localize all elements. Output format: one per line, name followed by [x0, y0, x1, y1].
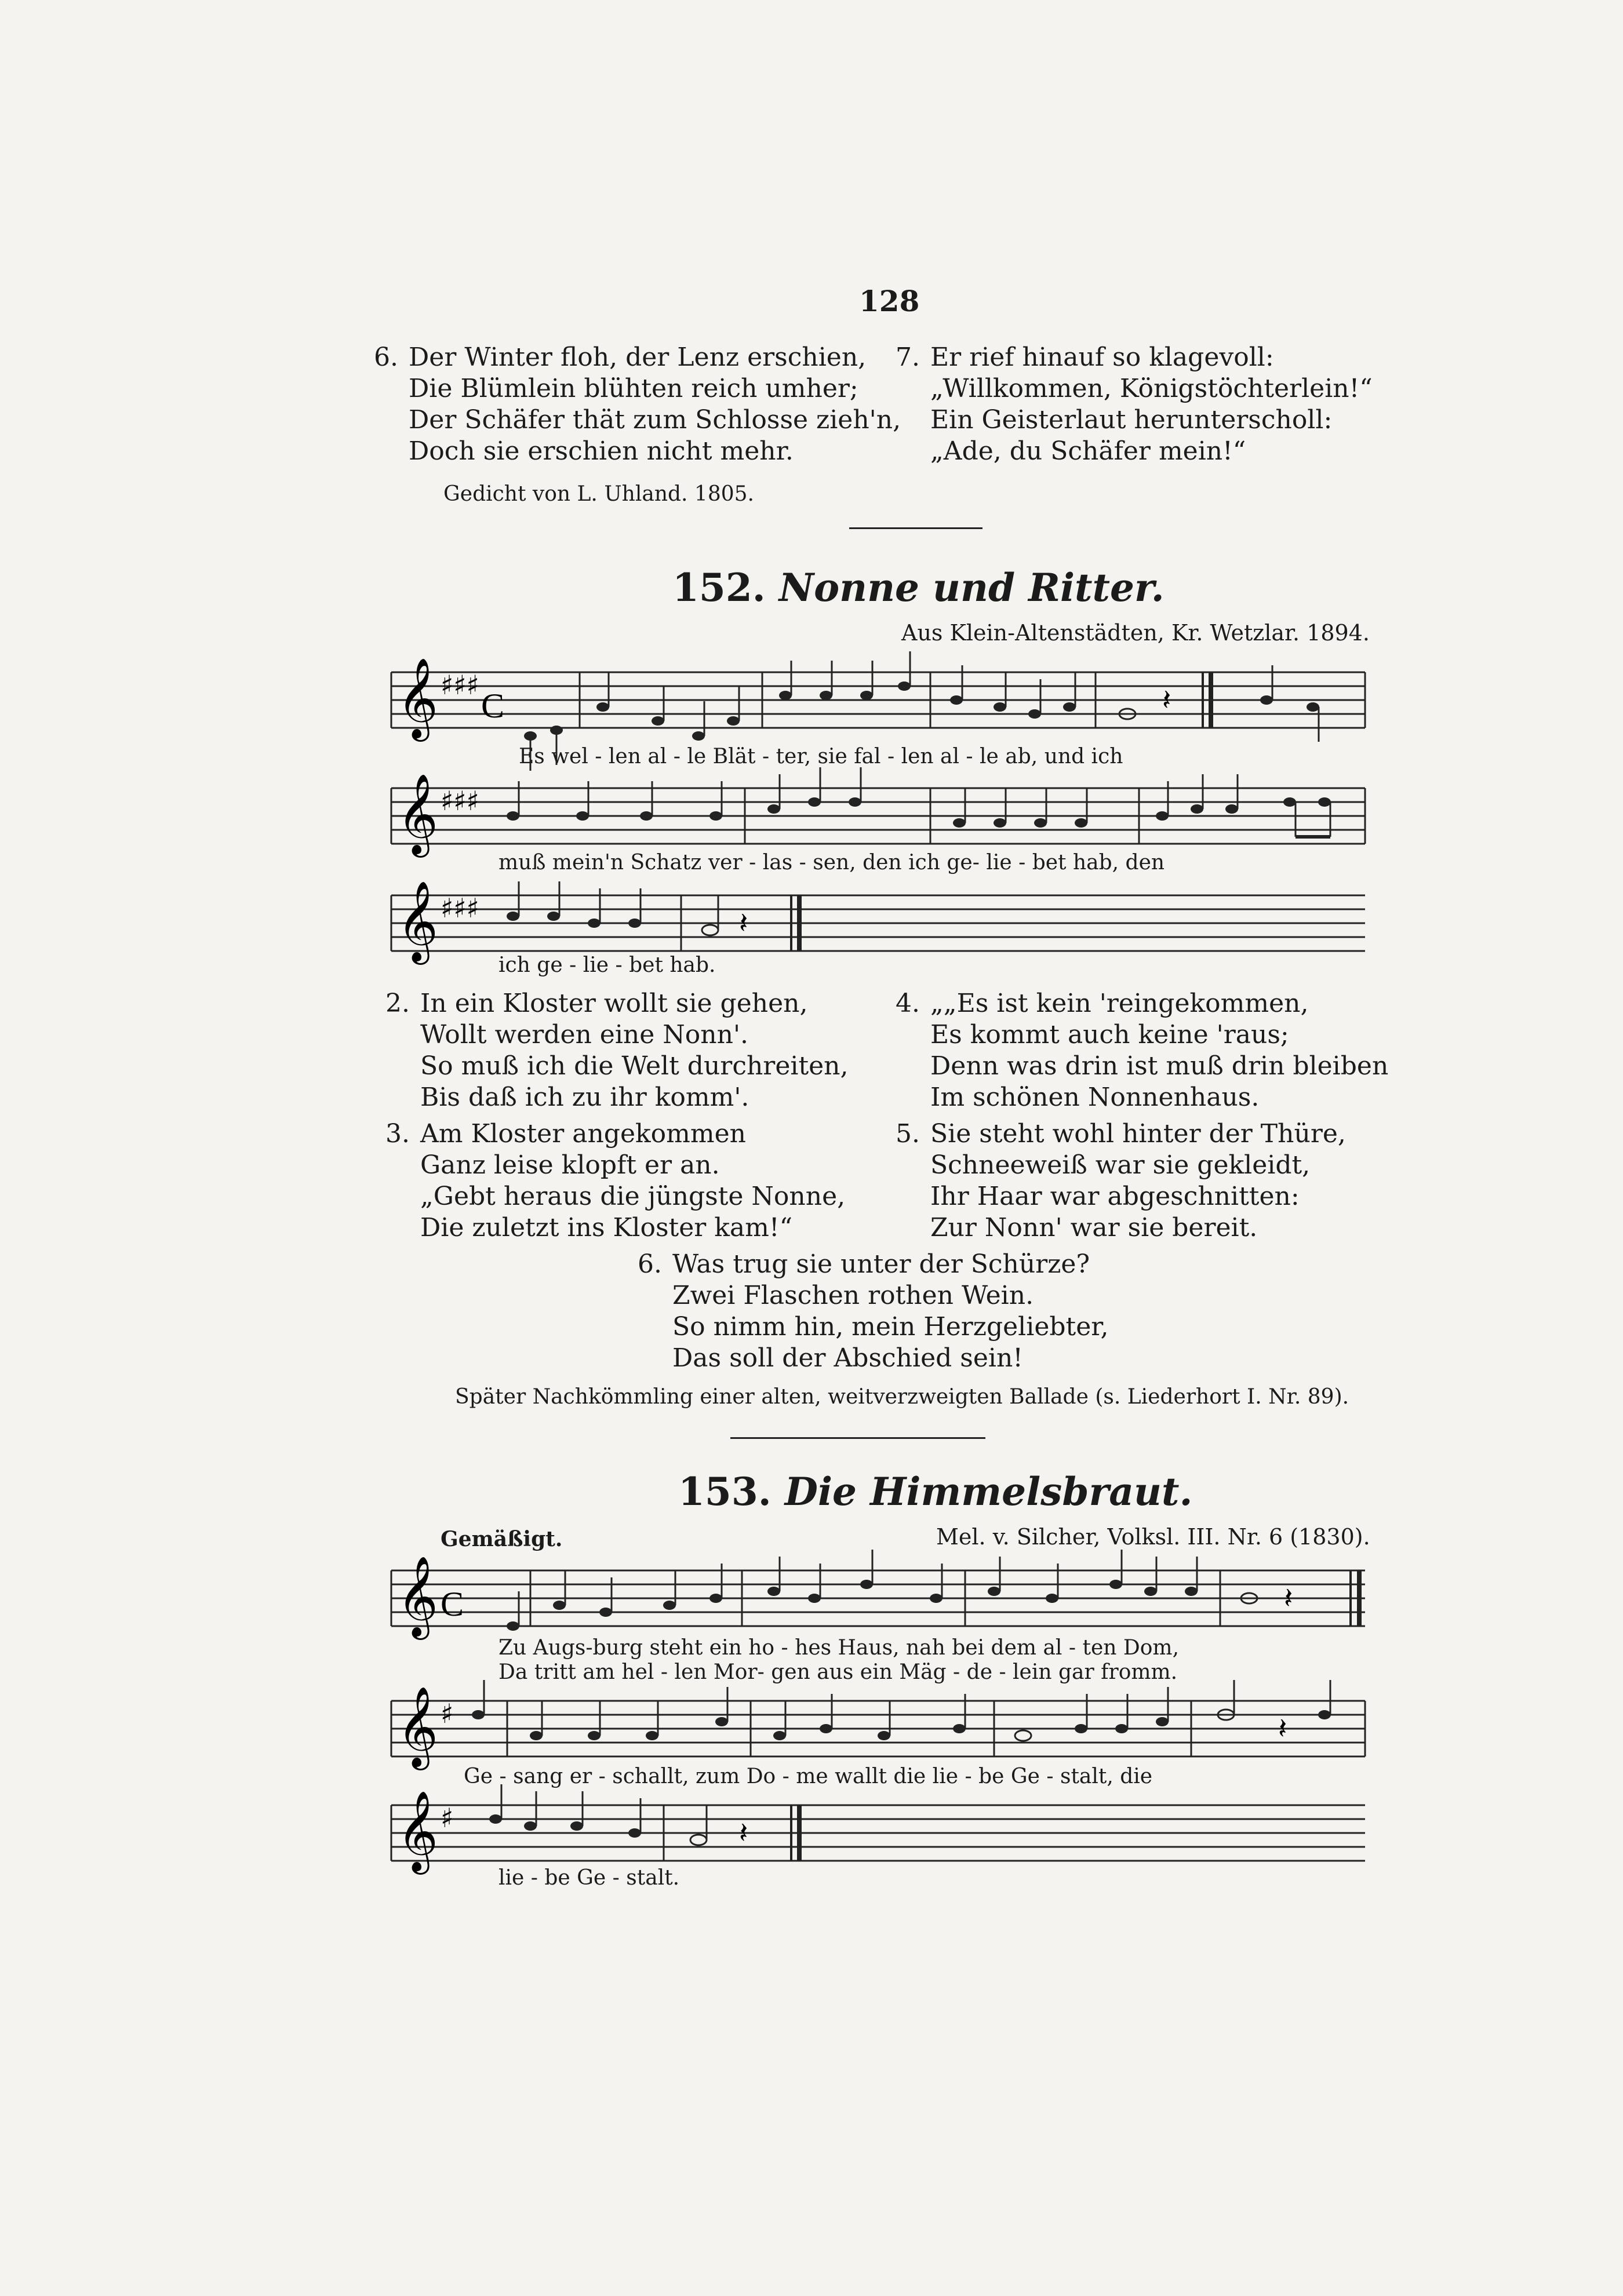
song-153-source: Mel. v. Silcher, Volksl. III. Nr. 6 (1830). — [936, 1524, 1370, 1550]
song-153-title: 153. Die Himmelsbraut. — [678, 1469, 1193, 1514]
divider-middle — [730, 1437, 985, 1439]
lyrics-153-line-1: Zu Augs-burg steht ein ho - hes Haus, nah bei dem al - ten Dom, — [498, 1636, 1180, 1660]
svg-text:𝄽: 𝄽 — [1162, 683, 1171, 717]
svg-text:𝄞: 𝄞 — [397, 1556, 438, 1637]
svg-text:♯: ♯ — [441, 1802, 454, 1834]
lyrics-153-line-4: lie - be Ge - stalt. — [498, 1866, 680, 1890]
verse-6-top: 6. Der Winter floh, der Lenz erschien, Die Blümlein blühten reich umher; Der Schäfer thät zum Schlosse zieh'n, Doch sie erschien nicht mehr. — [374, 342, 901, 466]
svg-text:𝄽: 𝄽 — [1284, 1581, 1293, 1615]
verse-7-top: 7. Er rief hinauf so klagevoll: „Willkommen, Königstöchterlein!“ Ein Geisterlaut herunterscholl: „Ade, du Schäfer mein!“ — [896, 342, 1373, 466]
verse-152-4: 4. „„Es ist kein 'reingekommen, Es kommt auch keine 'raus; Denn was drin ist muß drin bleiben Im schönen Nonnenhaus. — [896, 989, 1389, 1112]
svg-text:𝄽: 𝄽 — [1278, 1712, 1287, 1745]
svg-text:𝄽: 𝄽 — [739, 1816, 748, 1850]
poem-credit: Gedicht von L. Uhland. 1805. — [443, 482, 754, 506]
svg-text:𝄽: 𝄽 — [739, 906, 748, 940]
music-staff-153-2 — [385, 1678, 1371, 1776]
song-152-title: 152. Nonne und Ritter. — [672, 565, 1165, 610]
verse-152-5: 5. Sie steht wohl hinter der Thüre, Schneeweiß war sie gekleidt, Ihr Haar war abgeschnitten: Zur Nonn' war sie bereit. — [896, 1119, 1346, 1242]
verse-152-2: 2. In ein Kloster wollt sie gehen, Wollt werden eine Nonn'. So muß ich die Welt durchreiten, Bis daß ich zu ihr komm'. — [385, 989, 849, 1112]
lyrics-152-line-2: muß mein'n Schatz ver - las - sen, den ich ge- lie - bet hab, den — [498, 851, 1165, 874]
svg-text:C: C — [481, 687, 505, 725]
svg-text:𝄞: 𝄞 — [397, 881, 438, 961]
svg-text:♯♯♯: ♯♯♯ — [441, 785, 479, 817]
svg-text:𝄞: 𝄞 — [397, 1686, 438, 1767]
page-number: 128 — [859, 284, 920, 318]
lyrics-152-line-3: ich ge - lie - bet hab. — [498, 953, 716, 977]
lyrics-153-line-3: Ge - sang er - schallt, zum Do - me wallt die lie - be Ge - stalt, die — [464, 1765, 1153, 1788]
svg-text:C: C — [441, 1585, 464, 1623]
lyrics-153-line-2: Da tritt am hel - len Mor- gen aus ein Mäg - de - lein gar fromm. — [498, 1660, 1178, 1684]
svg-text:♯♯♯: ♯♯♯ — [441, 892, 479, 924]
song-153-tempo: Gemäßigt. — [441, 1527, 563, 1551]
verse-152-6: 6. Was trug sie unter der Schürze? Zwei Flaschen rothen Wein. So nimm hin, mein Herzgeliebter, Das soll der Abschied sein! — [638, 1249, 1109, 1373]
song-152-source: Aus Klein-Altenstädten, Kr. Wetzlar. 1894. — [901, 620, 1370, 646]
svg-text:𝄞: 𝄞 — [397, 658, 438, 738]
music-staff-153-1 — [385, 1547, 1371, 1646]
svg-text:♯: ♯ — [441, 1698, 454, 1729]
svg-text:♯♯♯: ♯♯♯ — [441, 669, 479, 701]
lyrics-152-line-1: Es wel - len al - le Blät - ter, sie fal - len al - le ab, und ich — [519, 745, 1123, 768]
verse-152-3: 3. Am Kloster angekommen Ganz leise klopft er an. „Gebt heraus die jüngste Nonne, Die zuletzt ins Kloster kam!“ — [385, 1119, 846, 1242]
svg-text:𝄞: 𝄞 — [397, 774, 438, 854]
svg-text:𝄞: 𝄞 — [397, 1791, 438, 1871]
song-152-note: Später Nachkömmling einer alten, weitverzweigten Ballade (s. Liederhort I. Nr. 89). — [455, 1385, 1349, 1409]
divider-top — [849, 527, 982, 529]
